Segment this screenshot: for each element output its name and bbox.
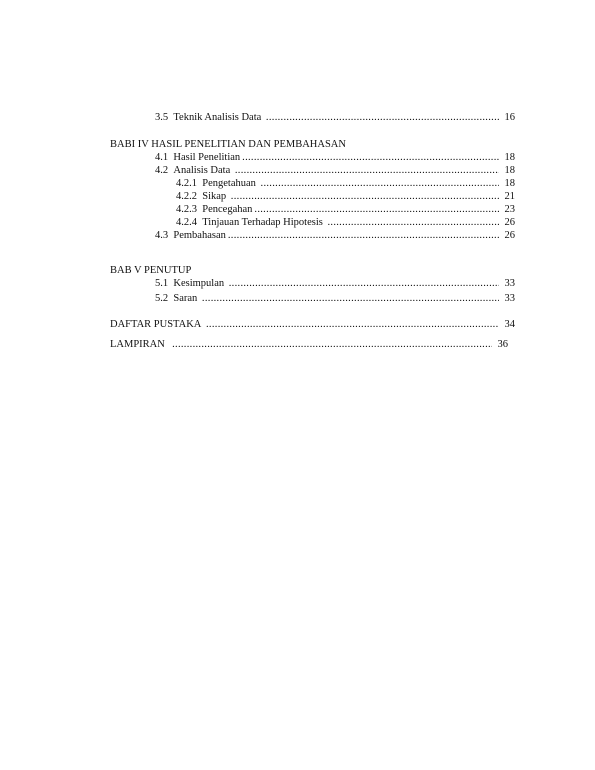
toc-entry-page: 33 xyxy=(504,293,515,304)
toc-leader-dots xyxy=(231,190,499,203)
toc-entry-number: 4.2.2 xyxy=(176,191,197,202)
toc-entry-page: 26 xyxy=(504,230,515,241)
toc-entry-4-1 xyxy=(155,151,515,164)
toc-entry-page: 23 xyxy=(504,204,515,215)
toc-entry-page: 26 xyxy=(504,217,515,228)
toc-leader-dots xyxy=(202,292,499,305)
toc-entry-title: Hasil Penelitian xyxy=(173,152,241,163)
toc-entry-number: 4.3 xyxy=(155,230,169,241)
chapter-heading-bab-5: BAB V PENUTUP xyxy=(110,265,192,276)
toc-leader-dots xyxy=(327,216,499,229)
toc-entry-title: Pencegahan xyxy=(202,204,253,215)
toc-entry-4-2-2 xyxy=(176,190,515,203)
toc-leader-dots xyxy=(172,338,492,351)
toc-leader-dots xyxy=(206,318,499,331)
toc-entry-4-2-4 xyxy=(176,216,515,229)
toc-leader-dots xyxy=(261,177,499,190)
toc-entry-title: DAFTAR PUSTAKA xyxy=(110,319,202,330)
toc-entry-page: 36 xyxy=(497,339,508,350)
toc-entry-title: Kesimpulan xyxy=(173,278,225,289)
toc-entry-number: 4.2.1 xyxy=(176,178,197,189)
toc-entry-number: 3.5 xyxy=(155,112,169,123)
toc-entry-title: Sikap xyxy=(202,191,227,202)
toc-entry-title: Saran xyxy=(173,293,198,304)
toc-entry-page: 33 xyxy=(504,278,515,289)
toc-entry-lampiran xyxy=(110,338,508,351)
toc-entry-number: 4.1 xyxy=(155,152,169,163)
toc-leader-dots xyxy=(242,151,499,164)
toc-entry-daftar-pustaka xyxy=(110,318,515,331)
toc-entry-3-5 xyxy=(155,111,515,124)
chapter-heading-bab-4: BABI IV HASIL PENELITIAN DAN PEMBAHASAN xyxy=(110,139,346,150)
toc-entry-number: 4.2 xyxy=(155,165,169,176)
toc-entry-title: Pengetahuan xyxy=(202,178,256,189)
toc-entry-title: LAMPIRAN xyxy=(110,339,165,350)
toc-entry-4-3 xyxy=(155,229,515,242)
toc-entry-number: 5.1 xyxy=(155,278,169,289)
toc-entry-page: 21 xyxy=(504,191,515,202)
toc-leader-dots xyxy=(235,164,499,177)
toc-entry-5-1 xyxy=(155,277,515,290)
toc-leader-dots xyxy=(254,203,499,216)
toc-entry-title: Teknik Analisis Data xyxy=(173,112,262,123)
toc-entry-4-2-3 xyxy=(176,203,515,216)
toc-entry-4-2 xyxy=(155,164,515,177)
toc-entry-number: 5.2 xyxy=(155,293,169,304)
toc-leader-dots xyxy=(228,229,499,242)
toc-leader-dots xyxy=(266,111,499,124)
toc-entry-title: Pembahasan xyxy=(173,230,226,241)
toc-entry-page: 18 xyxy=(504,152,515,163)
toc-entry-page: 34 xyxy=(504,319,515,330)
toc-entry-5-2 xyxy=(155,292,515,305)
toc-entry-title: Analisis Data xyxy=(173,165,231,176)
toc-entry-page: 18 xyxy=(504,178,515,189)
toc-leader-dots xyxy=(229,277,499,290)
toc-entry-number: 4.2.3 xyxy=(176,204,197,215)
toc-entry-page: 18 xyxy=(504,165,515,176)
toc-entry-number: 4.2.4 xyxy=(176,217,197,228)
toc-entry-title: Tinjauan Terhadap Hipotesis xyxy=(202,217,323,228)
toc-entry-page: 16 xyxy=(504,112,515,123)
toc-entry-4-2-1 xyxy=(176,177,515,190)
